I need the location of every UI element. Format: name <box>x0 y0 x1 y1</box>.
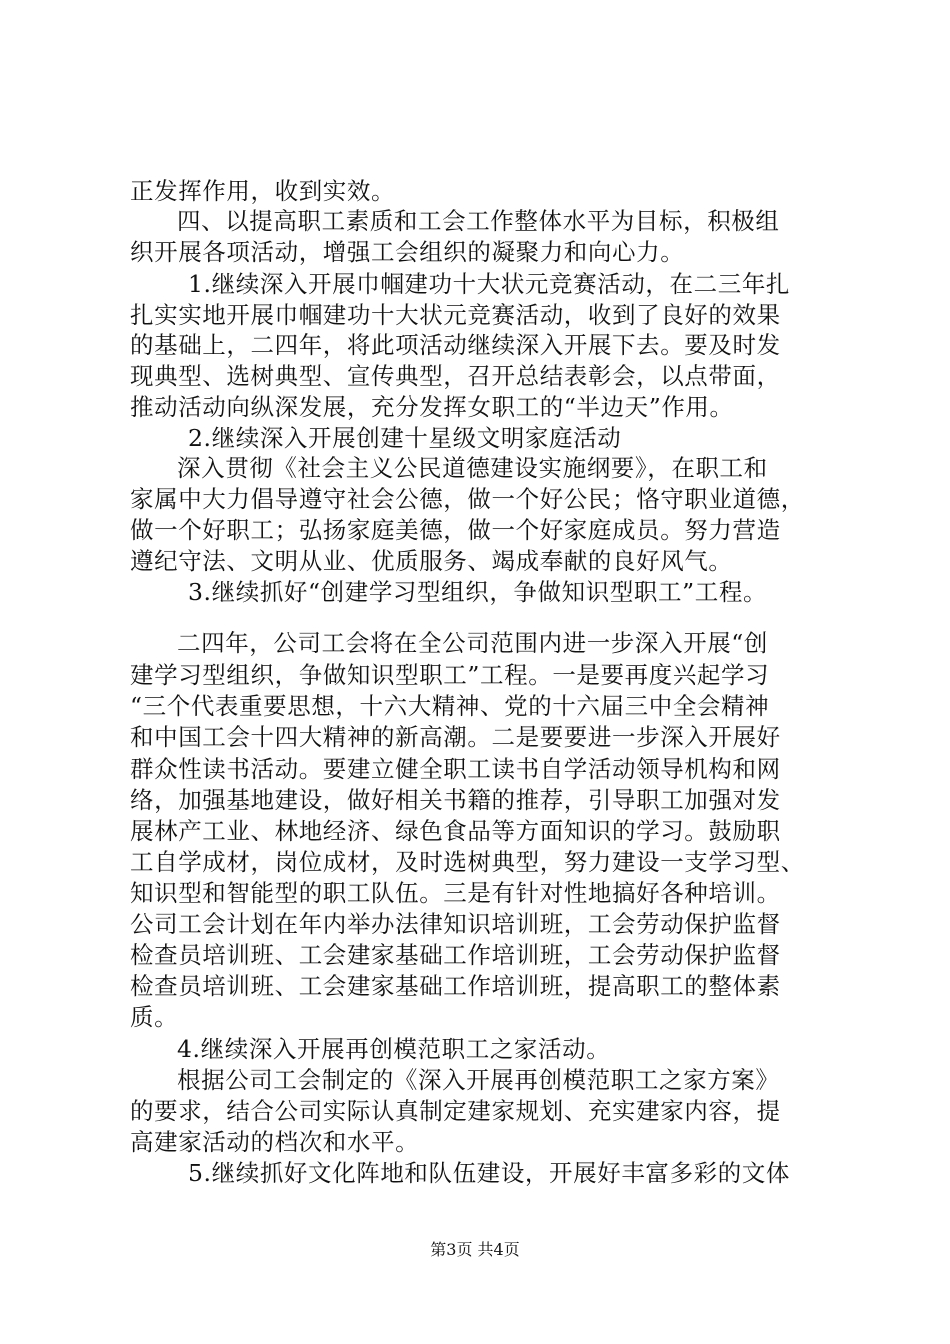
text-line: 建学习型组织，争做知识型职工”工程。一是要再度兴起学习 <box>130 661 770 689</box>
text-line: 高建家活动的档次和水平。 <box>130 1128 420 1156</box>
text-line: 现典型、选树典型、宣传典型，召开总结表彰会，以点带面， <box>130 362 781 390</box>
text-line: 5.继续抓好文化阵地和队伍建设，开展好丰富多彩的文体 <box>188 1159 791 1187</box>
text-line: 二四年，公司工会将在全公司范围内进一步深入开展“创 <box>177 629 769 657</box>
text-line: 遵纪守法、文明从业、优质服务、竭成奉献的良好风气。 <box>130 547 733 575</box>
text-line: 2.继续深入开展创建十星级文明家庭活动 <box>188 424 622 452</box>
text-line: 检查员培训班、工会建家基础工作培训班，提高职工的整体素 <box>130 972 781 1000</box>
text-line: 四、以提高职工素质和工会工作整体水平为目标，积极组 <box>177 207 780 235</box>
text-line: 检查员培训班、工会建家基础工作培训班，工会劳动保护监督 <box>130 941 781 969</box>
page-number-footer: 第3页 共4页 <box>430 1240 520 1259</box>
text-line: 推动活动向纵深发展，充分发挥女职工的“半边天”作用。 <box>130 393 734 421</box>
text-line: 质。 <box>130 1003 179 1031</box>
text-line: 深入贯彻《社会主义公民道德建设实施纲要》，在职工和 <box>177 454 768 482</box>
text-line: 1.继续深入开展巾帼建功十大状元竞赛活动，在二三年扎 <box>188 270 791 298</box>
text-line: 家属中大力倡导遵守社会公德，做一个好公民；恪守职业道德， <box>130 485 805 513</box>
text-line: 络，加强基地建设，做好相关书籍的推荐，引导职工加强对发 <box>130 786 781 814</box>
text-line: 织开展各项活动，增强工会组织的凝聚力和向心力。 <box>130 238 685 266</box>
text-line: 做一个好职工；弘扬家庭美德，做一个好家庭成员。努力营造 <box>130 516 781 544</box>
text-line: 群众性读书活动。要建立健全职工读书自学活动领导机构和网 <box>130 755 781 783</box>
text-line: 扎实实地开展巾帼建功十大状元竞赛活动，收到了良好的效果 <box>130 301 781 329</box>
text-line: “三个代表重要思想，十六大精神、党的十六届三中全会精神 <box>130 692 770 720</box>
text-line: 知识型和智能型的职工队伍。三是有针对性地搞好各种培训。 <box>130 879 781 907</box>
text-line: 公司工会计划在年内举办法律知识培训班，工会劳动保护监督 <box>130 910 781 938</box>
text-line: 的基础上，二四年，将此项活动继续深入开展下去。要及时发 <box>130 331 781 359</box>
text-line: 工自学成材，岗位成材，及时选树典型，努力建设一支学习型、 <box>130 848 805 876</box>
text-line: 展林产工业、林地经济、绿色食品等方面知识的学习。鼓励职 <box>130 817 781 845</box>
text-line: 和中国工会十四大精神的新高潮。二是要要进一步深入开展好 <box>130 723 781 751</box>
text-line: 正发挥作用，收到实效。 <box>130 177 396 205</box>
text-line: 的要求，结合公司实际认真制定建家规划、充实建家内容，提 <box>130 1097 781 1125</box>
text-line: 3.继续抓好“创建学习型组织，争做知识型职工”工程。 <box>188 578 768 606</box>
text-line: 4.继续深入开展再创模范职工之家活动。 <box>177 1035 611 1063</box>
text-line: 根据公司工会制定的《深入开展再创模范职工之家方案》 <box>177 1066 780 1094</box>
